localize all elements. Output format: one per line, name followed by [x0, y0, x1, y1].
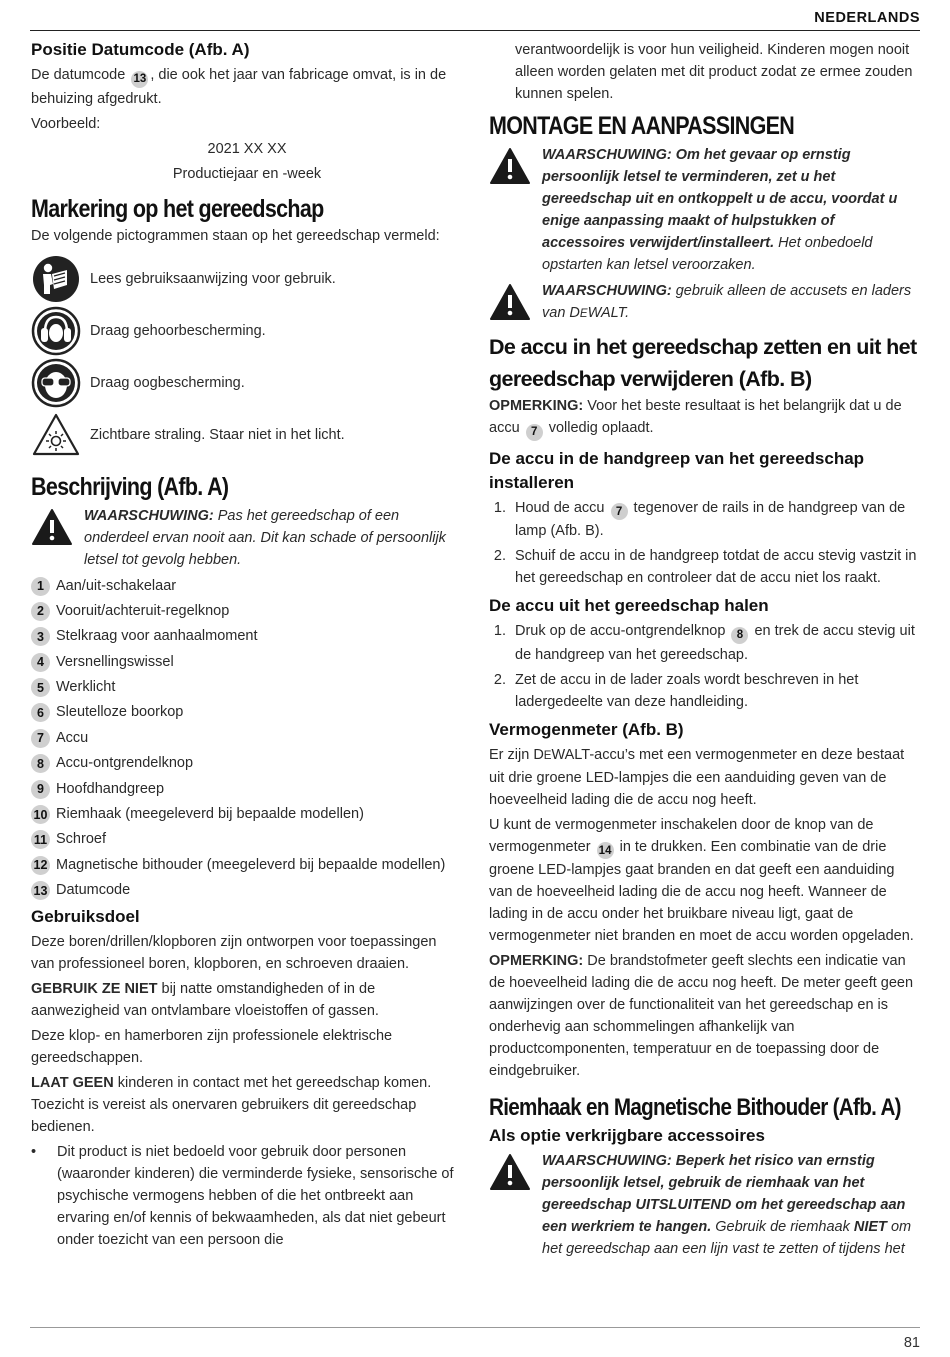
part-badge: 7: [31, 729, 50, 748]
part-badge: 8: [731, 627, 748, 644]
part-badge: 11: [31, 830, 50, 849]
list-item: 1. Houd de accu 7 tegenover de rails in de handgreep van de lamp (Afb. B).: [493, 499, 906, 539]
left-column: [31, 38, 463, 1251]
battery-note: OPMERKING: Voor het beste resultaat is het belangrijk dat u de accu 7 volledig oplaadt.: [489, 395, 921, 441]
fuel-gauge-paragraph: Er zijn DEWALT-accu’s met een vermogenmeter en deze bestaat uit drie groene LED-lampjes die een aanduiding geven van de hoeveelheid lading die de accu nog heeft.: [489, 746, 905, 808]
part-badge: 6: [31, 703, 50, 722]
battery-title: De accu in het gereedschap zetten en uit het gereedschap verwijderen (Afb. B): [489, 335, 917, 391]
assembly-title: MONTAGE EN AANPASSINGEN: [489, 112, 795, 140]
part-badge: 13: [131, 71, 148, 88]
part-badge: 14: [597, 842, 614, 859]
warning-text: WAARSCHUWING: Om het gevaar op ernstig persoonlijk letsel te verminderen, zet u het gereedschap uit en ontkoppelt u de accu, voordat u enige aanpassing maakt of hulpstukken of accessoires verwijdert/installeert. Het onbedoeld opstarten kan letsel veroorzaken.: [542, 147, 898, 273]
pictogram-item: [31, 409, 463, 461]
parts-list: [31, 575, 463, 902]
warning-block: [31, 505, 463, 571]
warning-triangle-icon: [489, 147, 531, 185]
part-badge: 12: [31, 856, 50, 875]
warning-text: WAARSCHUWING: Beperk het risico van ernstig persoonlijk letsel, gebruik de riemhaak van het gereedschap UITSLUITEND om het gereedschap aan een werkriem te hangen. Gebruik de riemhaak NIET om het gereedschap aan een lijn vast te zetten of tijdens het: [542, 1153, 912, 1257]
belt-hook-subtitle: Als optie verkrijgbare accessoires: [489, 1126, 765, 1145]
page-header: [30, 0, 920, 31]
install-title: De accu in de handgreep van het gereedschap installeren: [489, 448, 865, 492]
part-badge: 7: [611, 503, 628, 520]
install-steps: [489, 497, 921, 590]
belt-hook-title: Riemhaak en Magnetische Bithouder (Afb. A): [489, 1094, 901, 1121]
warning-block: [489, 280, 921, 325]
right-column: [489, 39, 921, 1264]
intended-use-paragraph: LAAT GEEN kinderen in contact met het gereedschap komen. Toezicht is vereist als onervaren gebruikers dit gereedschap bedienen.: [31, 1075, 432, 1136]
datecode-title: Positie Datumcode (Afb. A): [31, 40, 250, 59]
remove-title: De accu uit het gereedschap halen: [489, 596, 769, 615]
list-item: 10 Riemhaak (meegeleverd bij bepaalde modellen): [31, 803, 463, 825]
pictogram-item: [31, 305, 463, 357]
list-item: 2. Schuif de accu in de handgreep totdat de accu stevig vastzit in het gereedschap en controleer dat de accu niet los raakt.: [493, 548, 917, 586]
continuation-text: verantwoordelijk is voor hun veiligheid. Kinderen mogen nooit alleen worden gelaten met dit product zodat ze ermee zouden kunnen spelen.: [515, 42, 913, 102]
part-badge: 7: [526, 424, 543, 441]
marking-title: Markering op het gereedschap: [31, 194, 324, 223]
part-badge: 5: [31, 678, 50, 697]
language-label: NEDERLANDS: [814, 10, 920, 26]
ear-protection-icon: [31, 306, 81, 356]
list-item: • Dit product is niet bedoeld voor gebruik door personen (waaronder kinderen) die verminderde fysieke, sensorische of psychische vermogens hebben of die het ontbreekt aan ervaring en/of kennis of bekwaamheden, als dat niet gebeurt onder toezicht van een persoon die: [31, 1141, 463, 1251]
list-item: 8 Accu-ontgrendelknop: [31, 752, 463, 774]
list-item: 11 Schroef: [31, 828, 463, 850]
part-badge: 1: [31, 577, 50, 596]
list-item: 5 Werklicht: [31, 676, 463, 698]
warning-triangle-icon: [489, 1153, 531, 1191]
intended-use-paragraph: GEBRUIK ZE NIET bij natte omstandigheden of in de aanwezigheid van ontvlambare vloeistoffen of gassen.: [31, 981, 379, 1020]
pictogram-item: [31, 253, 463, 305]
pictogram-item: [31, 357, 463, 409]
example-caption: Productiejaar en -week: [172, 165, 322, 182]
fuel-gauge-title: Vermogenmeter (Afb. B): [489, 719, 684, 739]
warning-triangle-icon: [31, 508, 73, 546]
eye-protection-icon: [31, 358, 81, 408]
list-item: 9 Hoofdhandgreep: [31, 778, 463, 800]
warning-triangle-icon: [489, 283, 531, 321]
page-number: 81: [903, 1335, 920, 1351]
visible-radiation-icon: [31, 410, 81, 460]
part-badge: 4: [31, 653, 50, 672]
list-item: 4 Versnellingswissel: [31, 651, 463, 673]
list-item: 2. Zet de accu in de lader zoals wordt beschreven in het ladergedeelte van deze handleiding.: [493, 671, 859, 710]
pictogram-label: Lees gebruiksaanwijzing voor gebruik.: [90, 270, 336, 287]
warning-text: WAARSCHUWING: gebruik alleen de accusets en laders van DEWALT.: [542, 283, 912, 321]
pictogram-label: Zichtbare straling. Staar niet in het licht.: [90, 426, 345, 443]
intended-use-paragraph: Deze boren/drillen/klopboren zijn ontworpen voor toepassingen van professioneel boren, klopboren, en schroeven draaien.: [31, 934, 437, 973]
pictogram-list: [31, 253, 463, 461]
warning-block: [489, 1150, 921, 1260]
read-manual-icon: [31, 254, 81, 304]
part-badge: 2: [31, 602, 50, 621]
example-label: Voorbeeld:: [31, 115, 101, 132]
list-item: 13 Datumcode: [31, 879, 463, 901]
intended-use-paragraph: Deze klop- en hamerboren zijn professionele elektrische gereedschappen.: [31, 1028, 393, 1067]
part-badge: 3: [31, 627, 50, 646]
list-item: 3 Stelkraag voor aanhaalmoment: [31, 625, 463, 647]
list-item: 7 Accu: [31, 727, 463, 749]
datecode-text: De datumcode 13 , die ook het jaar van fabricage omvat, is in de behuizing afgedrukt.: [31, 67, 447, 107]
description-title: Beschrijving (Afb. A): [31, 472, 229, 501]
warning-block: [489, 144, 921, 276]
list-item: 1 Aan/uit-schakelaar: [31, 575, 463, 597]
pictogram-label: Draag oogbescherming.: [90, 374, 245, 391]
fuel-gauge-paragraph: U kunt de vermogenmeter inschakelen door de knop van de vermogenmeter 14 in te drukken. Een combinatie van de drie groene LED-lampjes gaat branden en dat geeft een aanduiding van de hoeveelheid lading die de accu nog heeft. Wanneer de lading in de accu onder het bruikbare niveau ligt, gaat de vermogenmeter niet branden en moet de accu worden opgeladen.: [489, 816, 914, 944]
part-badge: 8: [31, 754, 50, 773]
marking-intro: De volgende pictogrammen staan op het gereedschap vermeld:: [31, 227, 440, 244]
part-badge: 9: [31, 780, 50, 799]
part-badge: 13: [31, 881, 50, 900]
fuel-gauge-note: OPMERKING: De brandstofmeter geeft slechts een indicatie van de hoeveelheid lading die de accu nog heeft. De meter geeft geen aanwijzingen over de functionaliteit van het gereedschap en is onderhevig aan schommelingen afhankelijk van productcomponenten, temperatuur en de toepassing door de eindgebruiker.: [489, 953, 914, 1079]
pictogram-label: Draag gehoorbescherming.: [90, 322, 266, 339]
remove-steps: [489, 620, 921, 713]
example-value: 2021 XX XX: [207, 140, 287, 157]
list-item: 2 Vooruit/achteruit-regelknop: [31, 600, 463, 622]
list-item: 1. Druk op de accu-ontgrendelknop 8 en trek de accu stevig uit de handgreep van het gereedschap.: [493, 623, 915, 663]
footer-divider: [30, 1327, 920, 1328]
intended-use-title: Gebruiksdoel: [31, 907, 140, 927]
list-item: 12 Magnetische bithouder (meegeleverd bij bepaalde modellen): [31, 854, 463, 876]
part-badge: 10: [31, 805, 50, 824]
warning-text: WAARSCHUWING: Pas het gereedschap of een onderdeel ervan nooit aan. Dit kan schade of persoonlijk letsel tot gevolg hebben.: [84, 507, 446, 568]
bullet-marker: •: [31, 1144, 37, 1161]
list-item: 6 Sleutelloze boorkop: [31, 701, 463, 723]
